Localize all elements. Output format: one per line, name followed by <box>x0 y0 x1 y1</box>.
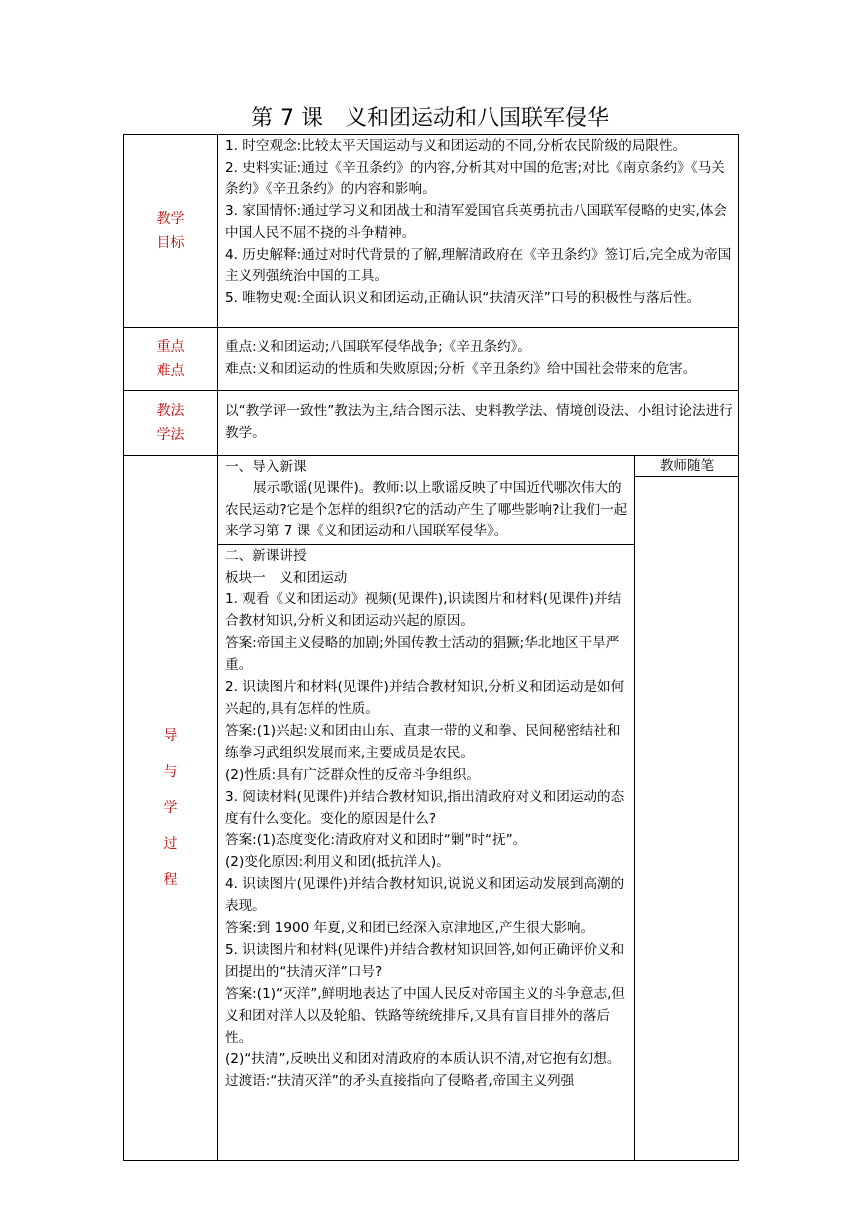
teacher-notes-header: 教师随笔 <box>635 456 739 477</box>
lecture-line: 2. 识读图片和材料(见课件)并结合教材知识,分析义和团运动是如何兴起的,具有怎样的性质。 <box>225 679 625 717</box>
process-label: 导 与 学 过 程 <box>124 456 218 1161</box>
methods-content <box>218 391 739 456</box>
lecture-line: 答案:(1)态度变化:清政府对义和团时“剿”时“抚”。 <box>225 832 527 849</box>
lecture-line: (2)“扶清”,反映出义和团对清政府的本质认识不清,对它抱有幻想。 <box>225 1051 621 1068</box>
objectives-label: 教学 目标 <box>124 135 218 328</box>
intro-section <box>218 456 635 545</box>
objective-item: 4. 历史解释:通过对时代背景的了解,理解清政府在《辛丑条约》签订后,完全成为帝国主义列强统治中国的工具。 <box>225 246 732 285</box>
teacher-notes-column <box>635 456 739 1161</box>
key-points-row <box>124 328 739 391</box>
methods-row <box>124 391 739 456</box>
objectives-row <box>124 135 739 328</box>
methods-text: 以“教学评一致性”教法为主,结合图示法、史料教学法、情境创设法、小组讨论法进行教学。 <box>225 403 733 441</box>
lecture-line: 答案:帝国主义侵略的加剧;外国传教士活动的猖獗;华北地区干旱严重。 <box>225 635 620 674</box>
methods-label: 教法 学法 <box>124 391 218 456</box>
lecture-line: (2)变化原因:利用义和团(抵抗洋人)。 <box>225 854 450 871</box>
lecture-line: 答案:到 1900 年夏,义和团已经深入京津地区,产生很大影响。 <box>225 920 595 937</box>
lecture-line: 过渡语:“扶清灭洋”的矛头直接指向了侵略者,帝国主义列强 <box>225 1073 575 1090</box>
lecture-line: 答案:(1)兴起:义和团由山东、直隶一带的义和拳、民间秘密结社和练拳习武组织发展而来,主要成员是农民。 <box>225 722 621 761</box>
intro-heading: 一、导入新课 <box>225 459 307 475</box>
lecture-line: 板块一 义和团运动 <box>225 569 348 586</box>
objective-item: 1. 时空观念:比较太平天国运动与义和团运动的不同,分析农民阶级的局限性。 <box>225 138 687 154</box>
process-row <box>124 456 739 545</box>
objective-item: 5. 唯物史观:全面认识义和团运动,正确认识“扶清灭洋”口号的积极性与落后性。 <box>225 289 701 306</box>
objective-item: 3. 家国情怀:通过学习义和团战士和清军爱国官兵英勇抗击八国联军侵略的史实,体会中国人民不屈不挠的斗争精神。 <box>225 203 727 241</box>
lecture-line: (2)性质:具有广泛群众性的反帝斗争组织。 <box>225 766 480 783</box>
lecture-line: 1. 观看《义和团运动》视频(见课件),识读图片和材料(见课件)并结合教材知识,分析义和团运动兴起的原因。 <box>225 591 622 630</box>
key-point-item: 难点:义和团运动的性质和失败原因;分析《辛丑条约》给中国社会带来的危害。 <box>225 361 697 377</box>
objectives-content <box>218 135 739 328</box>
lesson-plan-table <box>123 134 739 1161</box>
lecture-line: 二、新课讲授 <box>225 547 307 564</box>
lecture-line: 4. 识读图片(见课件)并结合教材知识,说说义和团运动发展到高潮的表现。 <box>225 876 625 915</box>
page-title: 第 7 课 义和团运动和八国联军侵华 <box>251 106 609 131</box>
objective-item: 2. 史料实证:通过《辛丑条约》的内容,分析其对中国的危害;对比《南京条约》《马关条约》《辛丑条约》的内容和影响。 <box>225 159 725 198</box>
key-point-item: 重点:义和团运动;八国联军侵华战争;《辛丑条约》。 <box>225 339 532 356</box>
lecture-line: 答案:(1)“灭洋”,鲜明地表达了中国人民反对帝国主义的斗争意志,但义和团对洋人以及轮船、铁路等统统排斥,又具有盲目排外的落后性。 <box>225 985 625 1046</box>
lecture-section <box>218 544 635 1160</box>
intro-text: 展示歌谣(见课件)。教师:以上歌谣反映了中国近代哪次伟大的农民运动?它是个怎样的组织?它的活动产生了哪些影响?让我们一起来学习第 7 课《义和团运动和八国联军侵华》。 <box>225 480 628 540</box>
key-points-content <box>218 328 739 391</box>
lecture-line: 3. 阅读材料(见课件)并结合教材知识,指出清政府对义和团运动的态度有什么变化。变化的原因是什么? <box>225 788 625 827</box>
key-points-label: 重点 难点 <box>124 328 218 391</box>
lecture-line: 5. 识读图片和材料(见课件)并结合教材知识回答,如何正确评价义和团提出的“扶清灭洋”口号? <box>225 941 625 980</box>
